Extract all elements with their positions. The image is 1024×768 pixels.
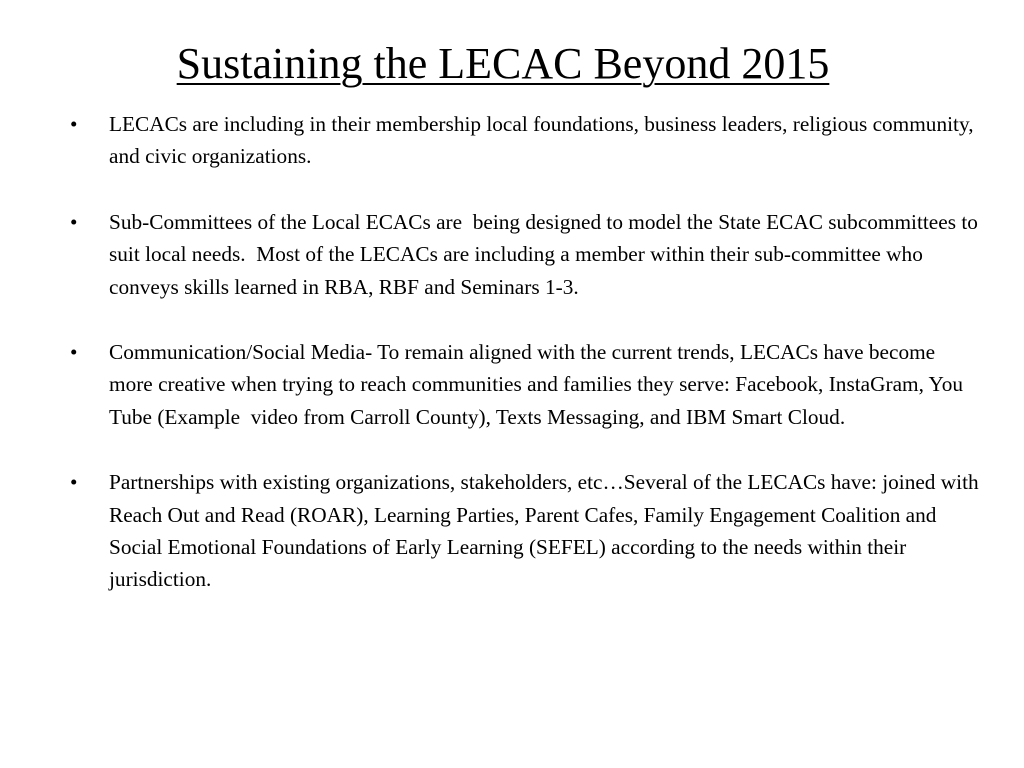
bullet-text: LECACs are including in their membership local foundations, business leaders, religious community, and civic organizations. xyxy=(109,112,979,169)
bullet-item-membership xyxy=(70,108,980,173)
bullet-text: Communication/Social Media- To remain aligned with the current trends, LECACs have become more creative when trying to reach communities and families they serve: Facebook, InstaGram, You Tube (Example video from Carroll County), Texts Messaging, and IBM Smart Cloud. xyxy=(109,340,968,429)
bullet-glyph: • xyxy=(70,209,78,234)
bullet-text: Sub-Committees of the Local ECACs are being designed to model the State ECAC subcommittees to suit local needs. Most of the LECACs are including a member within their sub-committee who conveys skills learned in RBA, RBF and Seminars 1-3. xyxy=(109,209,984,299)
bullet-list xyxy=(70,108,984,629)
bullet-glyph: • xyxy=(70,112,78,136)
bullet-text: Partnerships with existing organizations, stakeholders, etc…Several of the LECACs have: joined with Reach Out and Read (ROAR), Learning Parties, Parent Cafes, Family Engagement Coalition and Social Emotional Foundations of Early Learning (SEFEL) according to the needs within their jurisdiction. xyxy=(109,470,984,592)
bullet-item-social-media xyxy=(70,336,980,433)
bullet-glyph: • xyxy=(70,470,78,495)
slide-title: Sustaining the LECAC Beyond 2015 xyxy=(176,39,830,88)
bullet-item-subcommittees xyxy=(70,206,984,303)
bullet-item-partnerships xyxy=(70,466,984,596)
bullet-glyph: • xyxy=(70,340,78,365)
